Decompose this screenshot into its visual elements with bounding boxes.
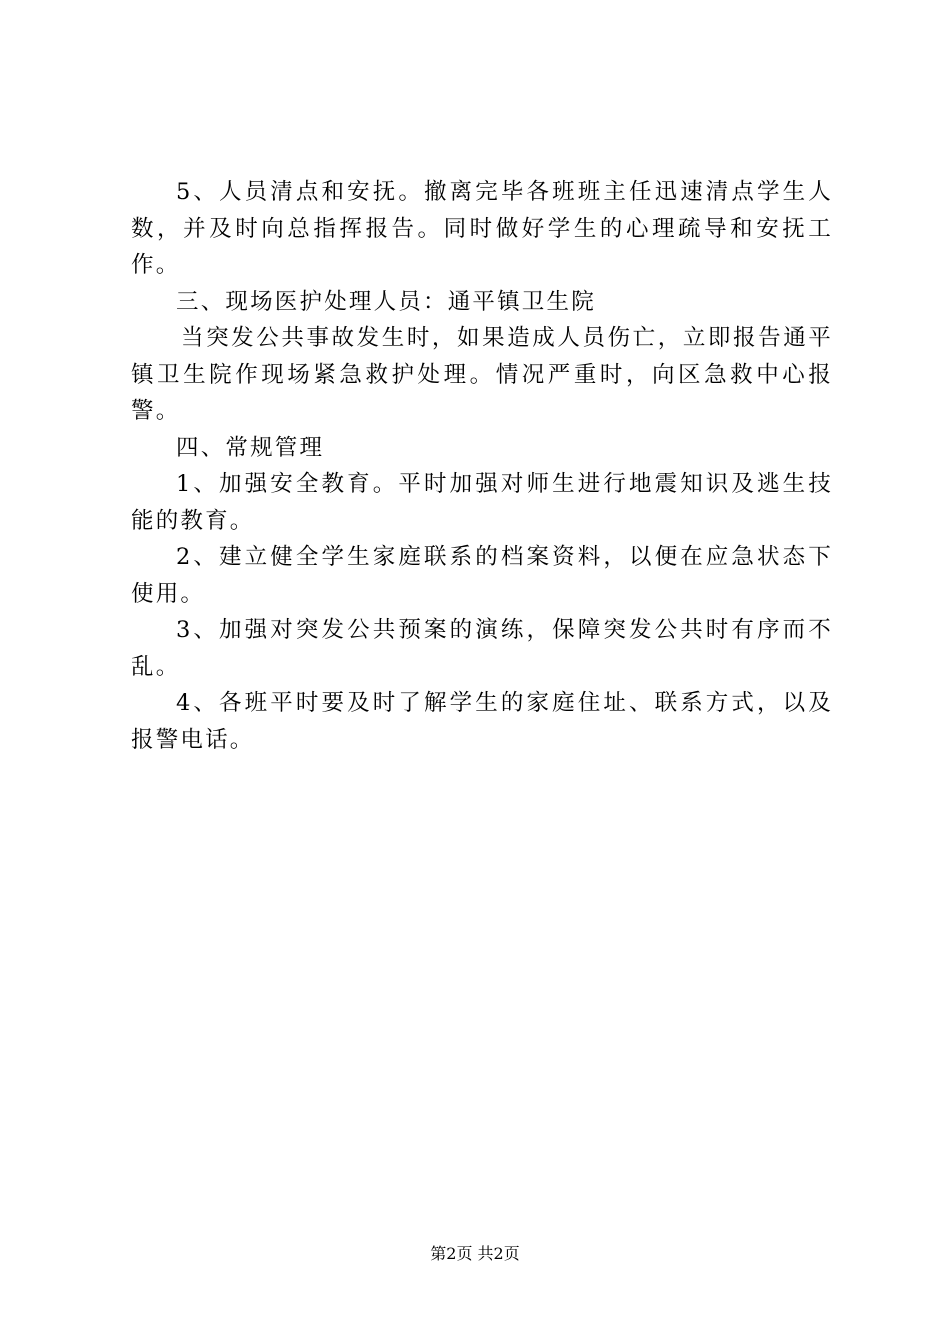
- page-number-label: 第2页 共2页: [430, 1244, 520, 1263]
- paragraph-safety-education: 1、加强安全教育。平时加强对师生进行地震知识及逃生技能的教育。: [131, 471, 833, 534]
- document-body: [131, 174, 833, 758]
- paragraph-evacuation-headcount: 5、人员清点和安抚。撤离完毕各班班主任迅速清点学生人数，并及时向总指挥报告。同时做好学生的心理疏导和安抚工作。: [131, 179, 833, 278]
- paragraph-medical-response: 当突发公共事故发生时，如果造成人员伤亡，立即报告通平镇卫生院作现场紧急救护处理。情况严重时，向区急救中心报警。: [131, 325, 833, 424]
- paragraph-student-address-info: 4、各班平时要及时了解学生的家庭住址、联系方式，以及报警电话。: [131, 690, 833, 753]
- section-heading-medical-staff: 三、现场医护处理人员：通平镇卫生院: [176, 288, 596, 315]
- page-footer: [0, 1242, 950, 1266]
- section-heading-routine-management: 四、常规管理: [176, 434, 325, 461]
- paragraph-family-contact-records: 2、建立健全学生家庭联系的档案资料，以便在应急状态下使用。: [131, 544, 833, 607]
- paragraph-drill-practice: 3、加强对突发公共预案的演练，保障突发公共时有序而不乱。: [131, 617, 833, 680]
